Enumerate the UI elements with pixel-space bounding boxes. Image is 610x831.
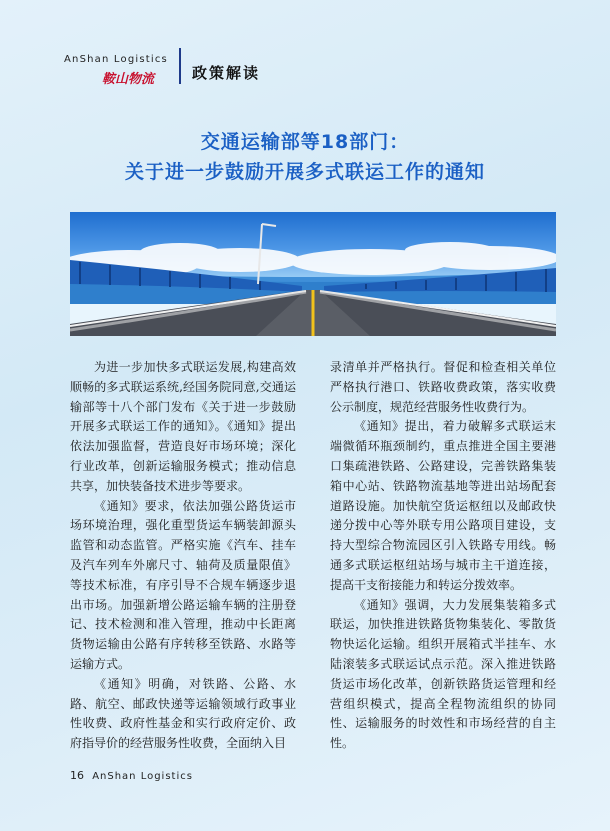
footer-brand: AnShan Logistics <box>92 771 193 782</box>
article-title-line1: 交通运输部等18部门： <box>200 131 410 153</box>
paragraph: 《通知》强调，大力发展集装箱多式联运，加快推进铁路货物集装化、零散货物快运化运输。组织开展箱式半挂车、水陆滚装多式联运试点示范。深入推进铁路货运市场化改革，创新铁路货运管理和经营组织模式，提高全程物流组织的协同性、运输服务的时效性和市场经营的自主性。 <box>330 597 556 751</box>
paragraph: 为进一步加快多式联运发展,构建高效顺畅的多式联运系统,经国务院同意,交通运输部等十八个部门发布《关于进一步鼓励开展多式联运工作的通知》。《通知》提出依法加强监督，营造良好市场环境；深化行业改革，创新运输服务模式；推动信息共享，加快装备技术进步等要求。 <box>70 360 296 493</box>
header-divider <box>179 48 181 84</box>
page-footer <box>70 769 193 782</box>
page-number: 16 <box>70 769 84 782</box>
article-column-right <box>330 358 556 754</box>
article-title-line2: 关于进一步鼓励开展多式联运工作的通知 <box>124 161 485 183</box>
hero-image-highway <box>70 212 556 336</box>
paragraph-continuation: 录清单并严格执行。督促和检查相关单位严格执行港口、铁路收费政策，落实收费公示制度，规范经营服务性收费行为。 <box>330 360 556 414</box>
section-title: 政策解读 <box>192 64 261 82</box>
paragraph: 《通知》明确，对铁路、公路、水路、航空、邮政快递等运输领域行政事业性收费、政府性基金和实行政府定价、政府指导价的经营服务性收费，全面纳入目 <box>70 676 296 751</box>
article-column-left <box>70 358 296 754</box>
paragraph: 《通知》要求，依法加强公路货运市场环境治理，强化重型货运车辆装卸源头监管和动态监管。严格实施《汽车、挂车及汽车列车外廓尺寸、轴荷及质量限值》等技术标准，有序引导不合规车辆逐步退出市场。加强新增公路运输车辆的注册登记、技术检测和准入管理，推动中长距离货物运输由公路有序转移至铁路、水路等运输方式。 <box>70 498 296 671</box>
brand-logo-cn: 鞍山物流 <box>102 72 155 87</box>
paragraph: 《通知》提出，着力破解多式联运末端微循环瓶颈制约，重点推进全国主要港口集疏港铁路、公路建设，完善铁路集装箱中心站、铁路物流基地等进出站场配套道路设施。加快航空货运枢纽以及邮政快递分拨中心等外联专用公路项目建设，支持大型综合物流园区引入铁路专用线。畅通多式联运枢纽站场与城市主干道连接，提高干支衔接能力和转运分拨效率。 <box>330 419 556 592</box>
brand-name-en: AnShan Logistics <box>64 54 168 65</box>
